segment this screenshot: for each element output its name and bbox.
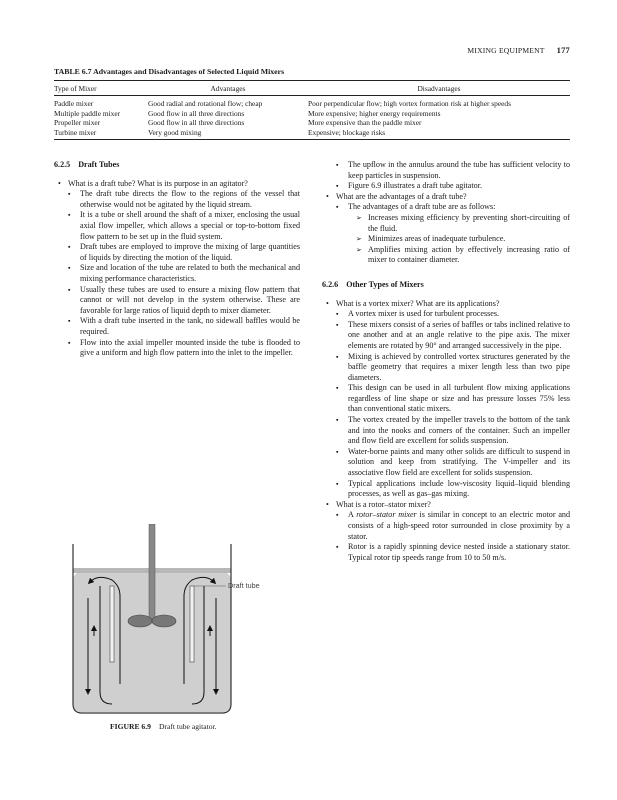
table-cell: Multiple paddle mixer [54, 108, 121, 118]
list-item: ▪ Usually these tubes are used to ensure a mixing flow pattern that cannot or will not develop in the system otherwise. These are favorable for large ratios of liquid depth to mixer diameter. [54, 285, 300, 317]
list-item: ▪ Mixing is achieved by controlled vortex structures generated by the baffle geometry that requires a mixer length less than two pipe diameters. [322, 352, 570, 384]
table-row [54, 128, 570, 140]
section-number: 6.2.5 [54, 160, 71, 169]
question: • What is a draft tube? What is its purpose in an agitator? [54, 179, 300, 190]
list-item: ▪ Size and location of the tube are related to both the mechanical and mixing performance characteristics. [54, 263, 300, 284]
list-item: ▪ Figure 6.9 illustrates a draft tube agitator. [322, 181, 570, 192]
table-cell: More expensive; higher energy requirements [308, 108, 441, 118]
impeller-blade-right [152, 615, 176, 627]
column-header: Disadvantages [308, 81, 570, 96]
figure-number: FIGURE 6.9 [110, 722, 151, 731]
draft-tube-left-wall [110, 586, 114, 662]
column-header: Type of Mixer [54, 81, 148, 96]
list-item: ▪ A vortex mixer is used for turbulent processes. [322, 309, 570, 320]
figure-label: Draft tube [228, 581, 260, 590]
sub-list-item: ➢ Minimizes areas of inadequate turbulence. [322, 234, 570, 245]
list-item: ▪ The upflow in the annulus around the tube has sufficient velocity to keep particles in suspension. [322, 160, 570, 181]
list-item: ▪ The vortex created by the impeller travels to the bottom of the tank and into the nooks and corners of the container. Such an impeller and flow field are excellent for solids suspension. [322, 415, 570, 447]
section-number: 6.2.6 [322, 279, 339, 289]
impeller-blade-left [128, 615, 152, 627]
table-cell: Turbine mixer [54, 128, 148, 140]
draft-tube-figure [72, 524, 272, 716]
list-item: ▪ The advantages of a draft tube are as follows: [322, 202, 570, 213]
table-caption: TABLE 6.7 Advantages and Disadvantages of Selected Liquid Mixers [54, 67, 285, 76]
sub-list-item: ➢ Increases mixing efficiency by preventing short-circuiting of the fluid. [322, 213, 570, 234]
table-cell: Good flow in all three directions [148, 118, 245, 128]
list-item: ▪ Rotor is a rapidly spinning device nested inside a stationary stator. Typical rotor tip speeds range from 10 to 50 m/s. [322, 542, 570, 563]
table-cell: Paddle mixer [54, 99, 94, 108]
table-cell: More expensive than the paddle mixer [308, 118, 422, 128]
list-item: ▪ This design can be used in all turbulent flow mixing applications regardless of line shape or size and has pressure losses 75% less than conventional static mixers. [322, 383, 570, 415]
right-column [322, 160, 570, 563]
section-title: Other Types of Mixers [346, 279, 424, 289]
table-row [54, 118, 570, 128]
list-item: ▪ Water-borne paints and many other solids are difficult to suspend in solution and keep from stratifying. The V-impeller and its associative flow field are excellent for solids suspension. [322, 447, 570, 479]
section-title: Draft Tubes [78, 160, 120, 169]
agitator-shaft [149, 524, 155, 622]
column-header: Advantages [148, 81, 308, 96]
list-item [322, 510, 570, 542]
figure-caption-text: Draft tube agitator. [158, 722, 217, 731]
table-cell: Propeller mixer [54, 118, 101, 128]
running-header [420, 45, 570, 55]
table-cell: Poor perpendicular flow; high vortex formation risk at higher speeds [308, 99, 511, 108]
table-row [54, 109, 570, 119]
table-cell: Very good mixing [148, 128, 308, 140]
list-item: ▪ Draft tubes are employed to improve the mixing of large quantities of liquids by directing the motion of the liquid. [54, 242, 300, 263]
running-title: MIXING EQUIPMENT [467, 46, 545, 55]
draft-tube-right-wall [190, 586, 194, 662]
list-item: ▪ With a draft tube inserted in the tank, no sidewall baffles would be required. [54, 316, 300, 337]
sub-list-item: ➢ Amplifies mixing action by effectively increasing ratio of mixer to container diameter. [322, 245, 570, 266]
text-run: A [348, 510, 357, 520]
list-item: ▪ It is a tube or shell around the shaft of a mixer, enclosing the usual axial flow impeller, which allows a special or top-to-bottom fixed flow pattern to be set up in the fluid system. [54, 210, 300, 242]
question: • What is a rotor–stator mixer? [322, 500, 570, 511]
table-cell: Good flow in all three directions [148, 108, 245, 118]
list-item: ▪ Typical applications include low-viscosity liquid–liquid blending processes, as well as gas–gas mixing. [322, 479, 570, 500]
question: • What is a vortex mixer? What are its applications? [322, 299, 570, 310]
table-cell: Expensive; blockage risks [308, 128, 570, 140]
text-run: is similar in concept to an electric motor and consists of a high-speed rotor surrounded in close proximity by a stator. [348, 510, 571, 541]
figure-caption [110, 722, 217, 731]
list-item: ▪ The draft tube directs the flow to the regions of the vessel that otherwise would not be agitated by the liquid stream. [54, 189, 300, 210]
list-item: ▪ Flow into the axial impeller mounted inside the tube is flooded to give a uniform and high flow pattern into the inlet to the impeller. [54, 338, 300, 359]
table-cell: Good radial and rotational flow; cheap [148, 99, 263, 108]
table-row [54, 96, 570, 109]
table-header-row [54, 81, 570, 96]
page-number: 177 [556, 45, 570, 55]
question: • What are the advantages of a draft tube? [322, 192, 570, 203]
section-heading [54, 160, 300, 171]
section-heading [322, 280, 570, 291]
left-column [54, 160, 300, 359]
mixers-table [54, 80, 570, 140]
italic-term: rotor–stator mixer [356, 510, 417, 520]
list-item: ▪ These mixers consist of a series of baffles or tabs inclined relative to one another and at an angle relative to the pipe axis. The mixer elements are rotated by 90° and arranged successively in the pipe. [322, 320, 570, 352]
